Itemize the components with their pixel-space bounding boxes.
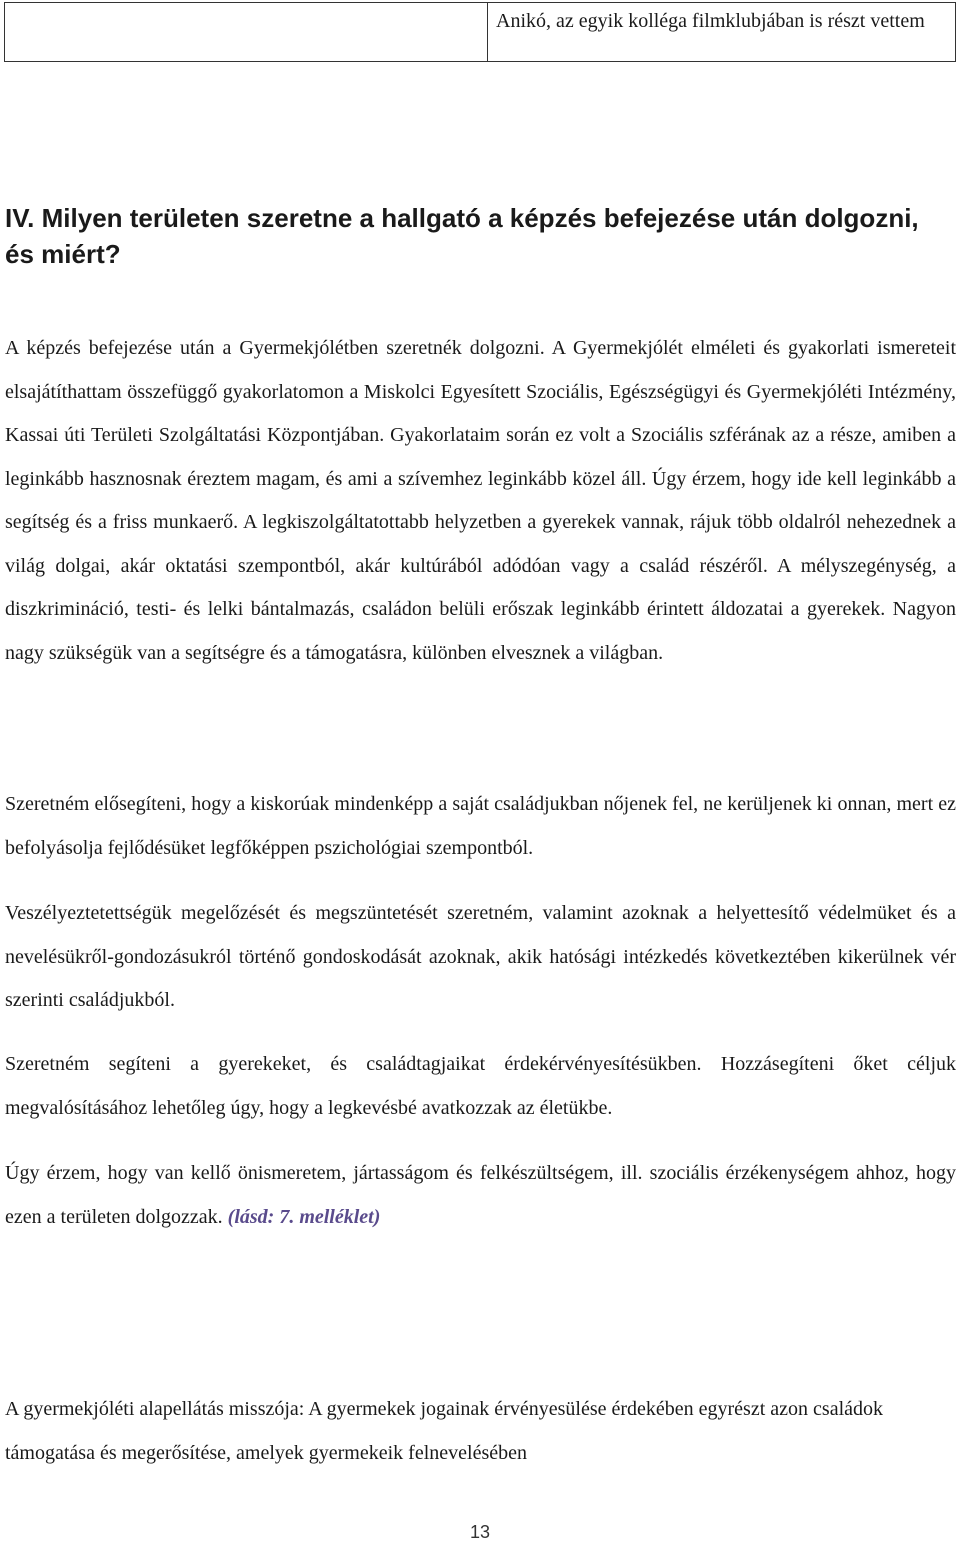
table-cell-left — [5, 3, 488, 62]
table-cell-right: Anikó, az egyik kolléga filmklubjában is részt vettem — [488, 3, 956, 62]
paragraph-advocacy: Szeretném segíteni a gyerekeket, és családtagjaikat érdekérvényesítésükben. Hozzásegíteni őket céljuk megvalósításához lehetőleg úgy, hogy a legkevésbé avatkozzak az életükbe. — [5, 1053, 956, 1119]
paragraph-protection: Veszélyeztetettségük megelőzését és megszüntetését szeretném, valamint azoknak a helyettesítő védelmüket és a nevelésükről-gondozásukról történő gondoskodását azoknak, akik hatósági intézkedés következtében kikerülnek vér szerinti családjukból. — [5, 902, 956, 1011]
page-number: 13 — [469, 1522, 491, 1542]
section-heading: IV. Milyen területen szeretne a hallgató a képzés befejezése után dolgozni, és miért? — [5, 203, 919, 269]
paragraph-family-support: Szeretném elősegíteni, hogy a kiskorúak mindenképp a saját családjukban nőjenek fel, ne kerüljenek ki onnan, mert ez befolyásolja fejlődésüket legfőképpen pszichológiai szempontból. — [5, 793, 956, 859]
appendix-reference-link[interactable]: (lásd: 7. melléklet) — [227, 1205, 381, 1228]
table-fragment — [4, 2, 956, 62]
table-row — [5, 3, 956, 62]
paragraph-self-assessment — [5, 1152, 956, 1239]
paragraph-mission: A gyermekjóléti alapellátás misszója: A gyermekek jogainak érvényesülése érdekében egyrészt azon családok támogatása és megerősítése, amelyek gyermekeik felnevelésében — [5, 1398, 883, 1464]
paragraph-career-goal: A képzés befejezése után a Gyermekjólétben szeretnék dolgozni. A Gyermekjólét elméleti és gyakorlati ismereteit elsajátíthattam összefüggő gyakorlatomon a Miskolci Egyesített Szociális, Egészségügyi és Gyermekjóléti Intézmény, Kassai úti Területi Szolgáltatási Központjában. Gyakorlataim során ez volt a Szociális szférának az a része, amiben a leginkább hasznosnak éreztem magam, és ami a szívemhez leginkább közel áll. Úgy érzem, hogy ide kell leginkább a segítség és a friss munkaerő. A legkiszolgáltatottabb helyzetben a gyerekek vannak, rájuk több oldalról nehezednek a világ dolgai, akár oktatási szempontból, akár kultúrából adódóan vagy a család részéről. A mélyszegénység, a diszkrimináció, testi- és lelki bántalmazás, családon belüli erőszak leginkább érintett áldozatai a gyerekek. Nagyon nagy szükségük van a segítségre és a támogatásra, különben elvesznek a világban. — [5, 337, 956, 664]
self-assessment-text: Úgy érzem, hogy van kellő önismeretem, jártasságom és felkészültségem, ill. szociális érzékenységem ahhoz, hogy ezen a területen dolgozzak. — [5, 1162, 956, 1228]
